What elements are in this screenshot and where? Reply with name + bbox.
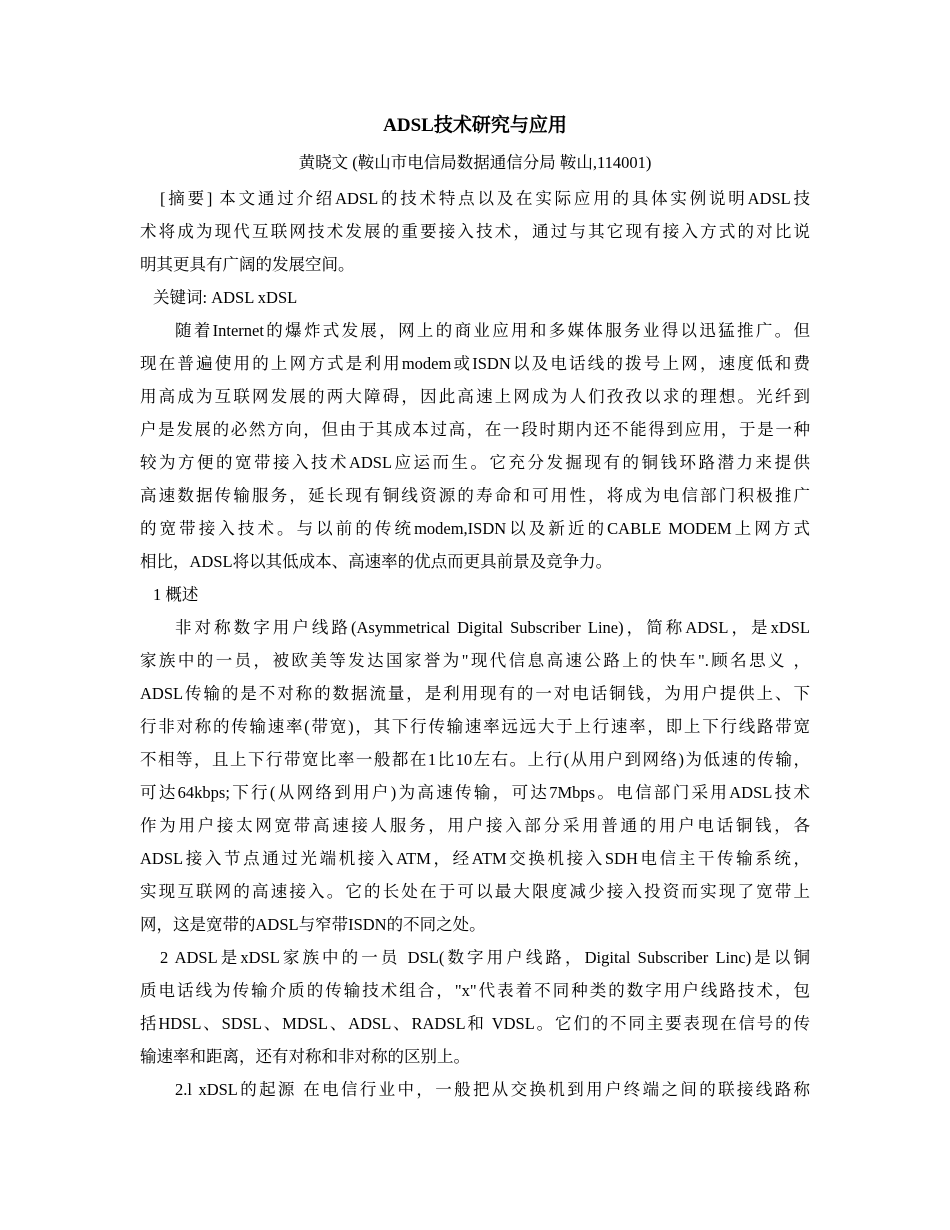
intro-paragraph-line: 现在普遍使用的上网方式是利用modem或ISDN以及电话线的拨号上网，速度低和费 <box>140 354 810 373</box>
keywords-line: 关键词: ADSL xDSL <box>153 288 298 307</box>
intro-paragraph-line: 相比，ADSL将以其低成本、高速率的优点而更具前景及竞争力。 <box>140 552 613 571</box>
intro-paragraph-line: 随着Internet的爆炸式发展，网上的商业应用和多媒体服务业得以迅猛推广。但 <box>175 321 810 340</box>
intro-paragraph-line: 户是发展的必然方向，但由于其成本过高，在一段时期内还不能得到应用，于是一种 <box>140 420 810 439</box>
intro-paragraph-line: 高速数据传输服务，延长现有铜线资源的寿命和可用性，将成为电信部门积极推广 <box>140 486 810 505</box>
overview-paragraph-line: 非对称数字用户线路(Asymmetrical Digital Subscriber Line)，简称ADSL，是xDSL <box>175 618 810 637</box>
overview-paragraph-line: 行非对称的传输速率(带宽)，其下行传输速率远远大于上行速率，即上下行线路带宽 <box>140 717 810 736</box>
overview-paragraph-line: 可达64kbps;下行(从网络到用户)为高速传输，可达7Mbps。电信部门采用ADSL技术 <box>140 783 810 802</box>
overview-paragraph-line: 实现互联网的高速接入。它的长处在于可以最大限度减少接入投资而实现了宽带上 <box>140 882 810 901</box>
section-2-paragraph-line: 输速率和距离，还有对称和非对称的区别上。 <box>140 1047 470 1066</box>
overview-paragraph-line: ADSL接入节点通过光端机接入ATM，经ATM交换机接入SDH电信主干传输系统， <box>140 849 810 868</box>
section-2-1-paragraph-line: 2.l xDSL的起源 在电信行业中，一般把从交换机到用户终端之间的联接线路称 <box>175 1080 810 1099</box>
overview-paragraph-line: 作为用户接太网宽带高速接人服务，用户接入部分采用普通的用户电话铜钱，各 <box>140 816 810 835</box>
intro-paragraph-line: 较为方便的宽带接入技术ADSL应运而生。它充分发掘现有的铜钱环路潜力来提供 <box>140 453 810 472</box>
document-title: ADSL技术研究与应用 <box>383 115 567 136</box>
overview-paragraph-line: ADSL传输的是不对称的数据流量，是利用现有的一对电话铜钱，为用户提供上、下 <box>140 684 810 703</box>
section-2-paragraph-line: 质电话线为传输介质的传输技术组合，"x"代表着不同种类的数字用户线路技术，包 <box>140 981 810 1000</box>
section-2-paragraph-line: 2 ADSL是xDSL家族中的一员 DSL(数字用户线路，Digital Subscriber Linc)是以铜 <box>160 948 810 967</box>
overview-paragraph-line: 家族中的一员，被欧美等发达国家誉为"现代信息高速公路上的快车".顾名思义 ， <box>140 651 810 670</box>
intro-paragraph-line: 用高成为互联网发展的两大障碍，因此高速上网成为人们孜孜以求的理想。光纤到 <box>140 387 810 406</box>
overview-paragraph-line: 网，这是宽带的ADSL与窄带ISDN的不同之处。 <box>140 915 486 934</box>
overview-paragraph-line: 不相等，且上下行带宽比率一般都在1比10左右。上行(从用户到网络)为低速的传输， <box>140 750 810 769</box>
abstract-line: 明其更具有广阔的发展空间。 <box>140 255 355 274</box>
section-heading-overview: 1 概述 <box>153 585 199 604</box>
abstract-line: 术将成为现代互联网技术发展的重要接入技术，通过与其它现有接入方式的对比说 <box>140 222 810 241</box>
intro-paragraph-line: 的宽带接入技术。与以前的传统modem,ISDN以及新近的CABLE MODEM上网方式 <box>140 519 810 538</box>
author-affiliation: 黄晓文 (鞍山市电信局数据通信分局 鞍山,114001) <box>298 153 652 172</box>
abstract-line: [摘要] 本文通过介绍ADSL的技术特点以及在实际应用的具体实例说明ADSL技 <box>160 189 810 208</box>
section-2-paragraph-line: 括HDSL、SDSL、MDSL、ADSL、RADSL和 VDSL。它们的不同主要表现在信号的传 <box>140 1014 810 1033</box>
